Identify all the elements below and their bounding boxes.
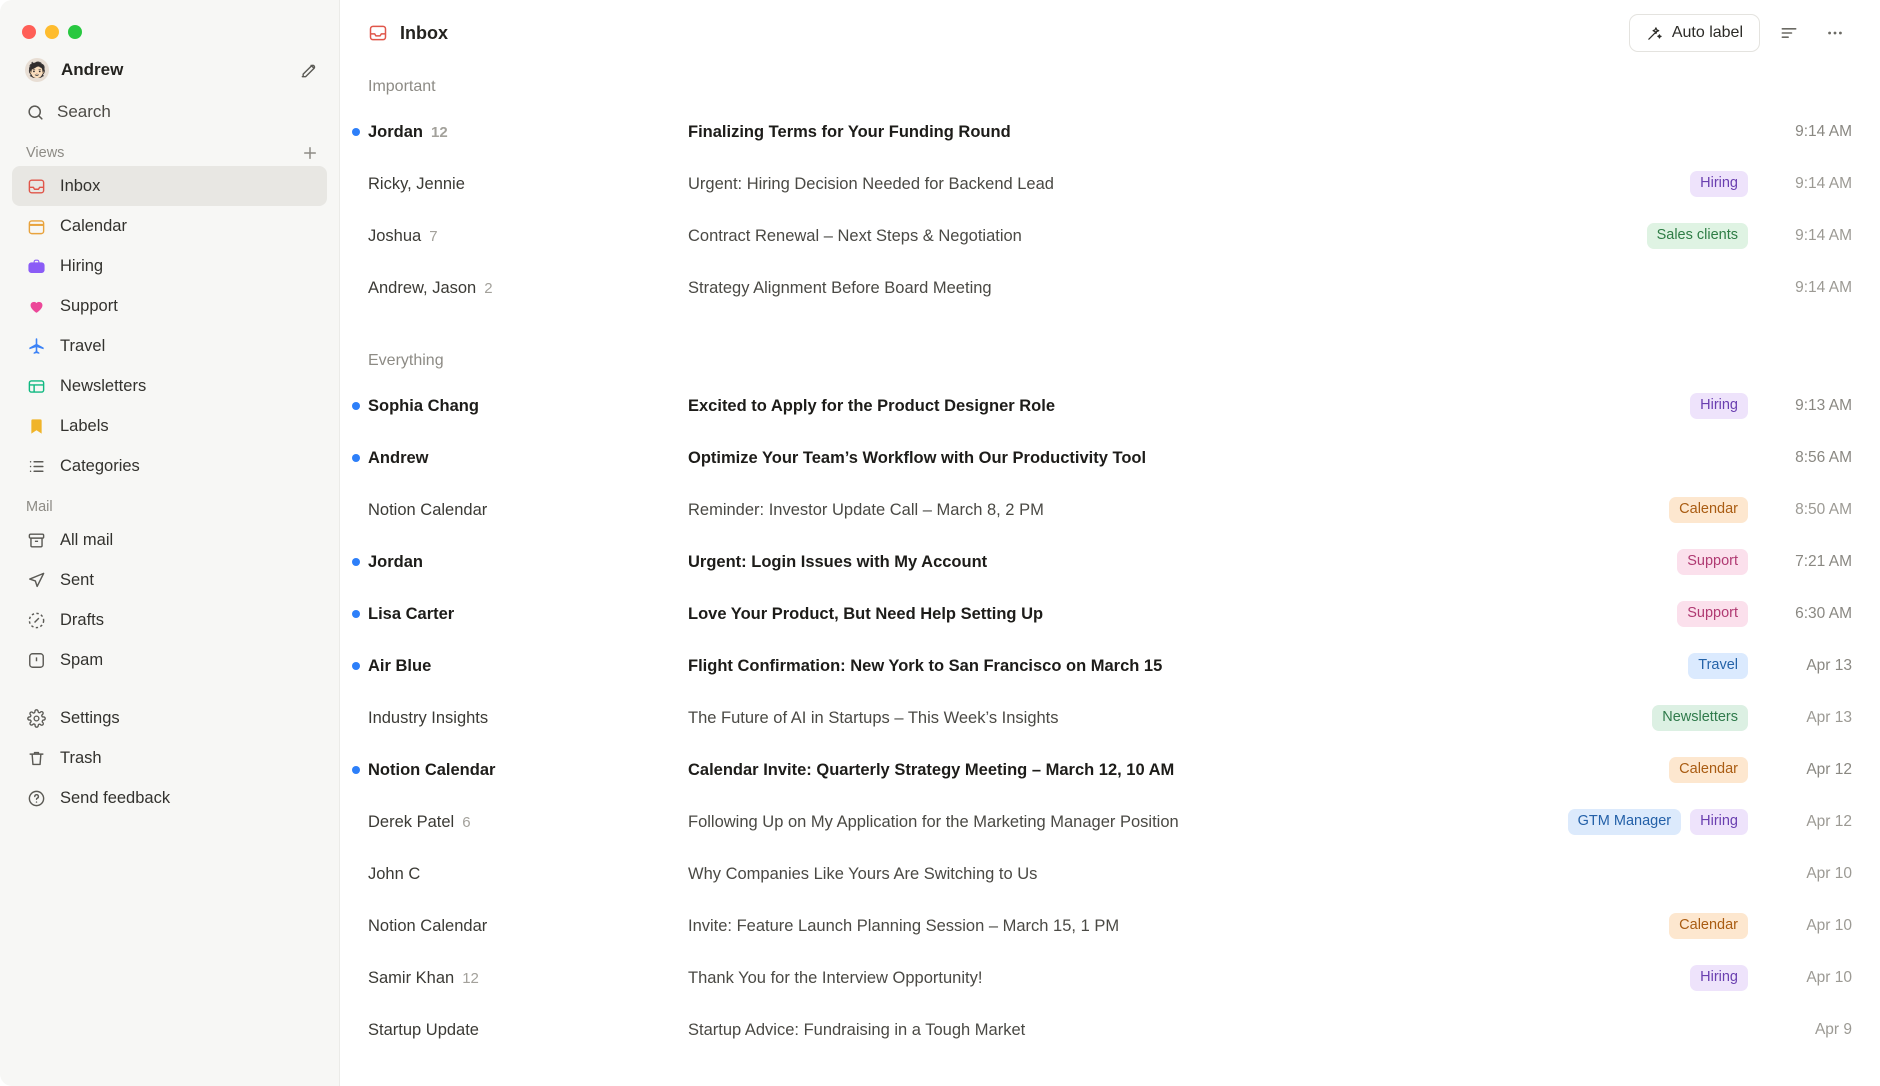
unread-indicator: [340, 610, 368, 618]
table-row[interactable]: [340, 484, 1880, 536]
sender-name: Notion Calendar: [368, 916, 488, 935]
sidebar-item-label: Newsletters: [60, 376, 147, 395]
thread-count: 7: [429, 227, 438, 245]
status-badge[interactable]: Hiring: [1690, 393, 1748, 418]
minimize-window-button[interactable]: [45, 25, 59, 39]
row-sender: [368, 501, 688, 520]
thread-count: 2: [484, 279, 493, 297]
group-spacer: [340, 314, 1880, 340]
unread-indicator: [340, 818, 368, 826]
row-tags: [1677, 549, 1748, 574]
account-name: Andrew: [61, 60, 124, 79]
row-subject: Contract Renewal – Next Steps & Negotiation: [688, 226, 1022, 245]
sender-name: Jordan: [368, 122, 424, 141]
row-subject: Flight Confirmation: New York to San Francisco on March 15: [688, 656, 1163, 675]
spam-icon: [26, 651, 46, 670]
sender-name: Jordan: [368, 552, 424, 571]
group-header-important: Important: [368, 78, 436, 95]
sidebar-item-label: Drafts: [60, 610, 105, 629]
table-row[interactable]: [340, 262, 1880, 314]
row-tags: [1568, 809, 1748, 834]
heart-icon: [26, 297, 46, 316]
close-window-button[interactable]: [22, 25, 36, 39]
archive-icon: [26, 531, 46, 550]
unread-indicator: [340, 1026, 368, 1034]
unread-indicator: [340, 922, 368, 930]
row-tags: [1690, 393, 1748, 418]
row-sender: [368, 123, 688, 142]
row-subject: Why Companies Like Yours Are Switching to Us: [688, 864, 1038, 883]
sidebar-item-label: Categories: [60, 456, 140, 475]
row-subject: Optimize Your Team’s Workflow with Our Productivity Tool: [688, 448, 1147, 467]
unread-indicator: [340, 506, 368, 514]
main-panel: [340, 0, 1880, 1086]
toolbar: [340, 0, 1880, 66]
status-badge[interactable]: Travel: [1688, 653, 1748, 678]
table-row[interactable]: [340, 588, 1880, 640]
status-badge[interactable]: Newsletters: [1652, 705, 1748, 730]
more-horizontal-icon[interactable]: [1818, 16, 1852, 50]
row-sender: [368, 1021, 688, 1040]
mail-section-title: Mail: [26, 499, 53, 515]
status-badge[interactable]: Support: [1677, 549, 1748, 574]
row-sender: [368, 865, 688, 884]
search-icon: [26, 103, 45, 122]
sidebar-item-trash[interactable]: [12, 738, 327, 778]
maximize-window-button[interactable]: [68, 25, 82, 39]
row-time: 9:14 AM: [1795, 175, 1852, 192]
sidebar-item-hiring[interactable]: [12, 246, 327, 286]
sidebar-item-label: Support: [60, 296, 118, 315]
briefcase-icon: [26, 257, 46, 276]
row-subject: Thank You for the Interview Opportunity!: [688, 968, 983, 987]
thread-count: 12: [462, 969, 479, 987]
plus-icon[interactable]: [301, 144, 319, 162]
status-badge[interactable]: Calendar: [1669, 497, 1748, 522]
sidebar-item-label: Sent: [60, 570, 94, 589]
thread-count: 6: [462, 813, 471, 831]
inbox-icon: [26, 177, 46, 196]
list-icon: [26, 457, 46, 476]
unread-indicator: [340, 558, 368, 566]
row-sender: [368, 917, 688, 936]
sender-name: Industry Insights: [368, 708, 489, 727]
status-badge[interactable]: Calendar: [1669, 913, 1748, 938]
row-sender: [368, 227, 688, 246]
avatar: 🧑🏻: [25, 58, 49, 82]
filter-lines-icon[interactable]: [1772, 16, 1806, 50]
row-subject: Strategy Alignment Before Board Meeting: [688, 278, 992, 297]
row-tags: [1690, 171, 1748, 196]
row-tags: [1688, 653, 1748, 678]
table-row[interactable]: [340, 692, 1880, 744]
search-label: Search: [57, 102, 111, 121]
sender-name: Samir Khan: [368, 968, 455, 987]
views-section-title: Views: [26, 145, 65, 161]
auto-label-text: Auto label: [1671, 24, 1743, 41]
sidebar-item-label: Spam: [60, 650, 104, 669]
row-sender: [368, 813, 688, 832]
status-badge[interactable]: Hiring: [1690, 809, 1748, 834]
sidebar-item-label: All mail: [60, 530, 114, 549]
send-icon: [26, 571, 46, 590]
status-badge[interactable]: Calendar: [1669, 757, 1748, 782]
search-input[interactable]: [0, 88, 339, 132]
views-section-header: [0, 132, 339, 166]
row-subject: Urgent: Login Issues with My Account: [688, 552, 988, 571]
row-time: Apr 9: [1814, 1021, 1852, 1038]
sender-name: Startup Update: [368, 1020, 479, 1039]
page-title: Inbox: [400, 22, 448, 43]
row-sender: [368, 449, 688, 468]
sidebar-item-all-mail[interactable]: [12, 520, 327, 560]
sender-name: Notion Calendar: [368, 760, 496, 779]
group-header-everything: Everything: [368, 352, 444, 369]
table-row[interactable]: [340, 744, 1880, 796]
sidebar: [0, 0, 340, 1086]
row-subject: Invite: Feature Launch Planning Session – March 15, 1 PM: [688, 916, 1120, 935]
row-subject: Excited to Apply for the Product Designer Role: [688, 396, 1056, 415]
sidebar-item-spam[interactable]: [12, 640, 327, 680]
sidebar-item-label: Inbox: [60, 176, 101, 195]
row-tags: [1669, 757, 1748, 782]
sender-name: Ricky, Jennie: [368, 174, 465, 193]
row-tags: [1669, 497, 1748, 522]
thread-count: 12: [431, 123, 448, 141]
status-badge[interactable]: Hiring: [1690, 171, 1748, 196]
row-subject: Finalizing Terms for Your Funding Round: [688, 122, 1011, 141]
sender-name: John C: [368, 864, 421, 883]
sender-name: Notion Calendar: [368, 500, 488, 519]
row-tags: [1669, 913, 1748, 938]
row-subject: The Future of AI in Startups – This Week’s Insights: [688, 708, 1059, 727]
status-badge[interactable]: GTM Manager: [1568, 809, 1681, 834]
mail-section-header: [0, 486, 339, 520]
inbox-icon: [368, 23, 388, 43]
table-row[interactable]: [340, 640, 1880, 692]
sidebar-item-drafts[interactable]: [12, 600, 327, 640]
row-tags: [1677, 601, 1748, 626]
magic-wand-icon: [1646, 25, 1663, 42]
sidebar-item-settings[interactable]: [12, 698, 327, 738]
row-subject: Following Up on My Application for the Marketing Manager Position: [688, 812, 1179, 831]
row-tags: [1652, 705, 1748, 730]
draft-icon: [26, 611, 46, 630]
row-time: 9:14 AM: [1795, 123, 1852, 140]
sidebar-item-categories[interactable]: [12, 446, 327, 486]
unread-indicator: [340, 180, 368, 188]
unread-indicator: [340, 232, 368, 240]
sidebar-divider: [0, 680, 339, 698]
unread-indicator: [340, 974, 368, 982]
sidebar-item-support[interactable]: [12, 286, 327, 326]
row-tags: [1690, 965, 1748, 990]
sidebar-item-label: Travel: [60, 336, 106, 355]
table-row[interactable]: [340, 796, 1880, 848]
row-subject: Urgent: Hiring Decision Needed for Backend Lead: [688, 174, 1054, 193]
row-time: Apr 10: [1806, 917, 1852, 934]
sender-name: Lisa Carter: [368, 604, 455, 623]
row-time: 7:21 AM: [1795, 553, 1852, 570]
unread-indicator: [340, 714, 368, 722]
account-row[interactable]: [0, 44, 339, 88]
unread-indicator: [340, 284, 368, 292]
status-badge[interactable]: Hiring: [1690, 965, 1748, 990]
status-badge[interactable]: Sales clients: [1647, 223, 1748, 248]
newspaper-icon: [26, 377, 46, 396]
email-list[interactable]: [340, 66, 1880, 1086]
sender-name: Andrew, Jason: [368, 278, 477, 297]
sender-name: Derek Patel: [368, 812, 455, 831]
unread-indicator: [340, 128, 368, 136]
calendar-icon: [26, 217, 46, 236]
table-row[interactable]: [340, 952, 1880, 1004]
compose-icon[interactable]: [299, 60, 319, 80]
sidebar-item-label: Calendar: [60, 216, 127, 235]
unread-indicator: [340, 402, 368, 410]
row-sender: [368, 969, 688, 988]
table-row[interactable]: [340, 1004, 1880, 1056]
unread-indicator: [340, 454, 368, 462]
window-controls: [0, 0, 339, 44]
row-time: Apr 13: [1806, 657, 1852, 674]
unread-indicator: [340, 662, 368, 670]
sidebar-item-label: Labels: [60, 416, 109, 435]
sidebar-item-label: Trash: [60, 748, 102, 767]
sidebar-item-labels[interactable]: [12, 406, 327, 446]
status-badge[interactable]: Support: [1677, 601, 1748, 626]
row-sender: [368, 553, 688, 572]
unread-indicator: [340, 766, 368, 774]
row-time: Apr 13: [1806, 709, 1852, 726]
sidebar-item-newsletters[interactable]: [12, 366, 327, 406]
row-sender: [368, 605, 688, 624]
table-row[interactable]: [340, 106, 1880, 158]
sidebar-item-label: Settings: [60, 708, 120, 727]
sender-name: Andrew: [368, 448, 429, 467]
airplane-icon: [26, 337, 46, 356]
sidebar-item-sent[interactable]: [12, 560, 327, 600]
row-subject: Reminder: Investor Update Call – March 8, 2 PM: [688, 500, 1044, 519]
auto-label-button[interactable]: [1629, 14, 1760, 52]
sidebar-item-label: Hiring: [60, 256, 104, 275]
sender-name: Joshua: [368, 226, 422, 245]
row-time: 8:50 AM: [1795, 501, 1852, 518]
table-row[interactable]: [340, 158, 1880, 210]
row-time: 9:14 AM: [1795, 227, 1852, 244]
gear-icon: [26, 709, 46, 728]
row-time: Apr 10: [1806, 865, 1852, 882]
row-time: Apr 12: [1806, 761, 1852, 778]
trash-icon: [26, 749, 46, 768]
row-time: 6:30 AM: [1795, 605, 1852, 622]
row-sender: [368, 709, 688, 728]
table-row[interactable]: [340, 848, 1880, 900]
table-row[interactable]: [340, 432, 1880, 484]
help-icon: [26, 789, 46, 808]
sender-name: Sophia Chang: [368, 396, 479, 415]
row-subject: Startup Advice: Fundraising in a Tough Market: [688, 1020, 1026, 1039]
row-time: Apr 10: [1806, 969, 1852, 986]
row-tags: [1647, 223, 1748, 248]
row-time: 9:13 AM: [1795, 397, 1852, 414]
unread-indicator: [340, 870, 368, 878]
row-sender: [368, 657, 688, 676]
row-subject: Calendar Invite: Quarterly Strategy Meeting – March 12, 10 AM: [688, 760, 1175, 779]
sidebar-item-send-feedback[interactable]: [12, 778, 327, 818]
sidebar-item-inbox[interactable]: [12, 166, 327, 206]
sidebar-item-calendar[interactable]: [12, 206, 327, 246]
sidebar-item-travel[interactable]: [12, 326, 327, 366]
row-sender: [368, 761, 688, 780]
table-row[interactable]: [340, 210, 1880, 262]
bookmark-icon: [26, 417, 46, 436]
sender-name: Air Blue: [368, 656, 432, 675]
row-sender: [368, 175, 688, 194]
row-time: 8:56 AM: [1795, 449, 1852, 466]
row-time: Apr 12: [1806, 813, 1852, 830]
table-row[interactable]: [340, 900, 1880, 952]
row-subject: Love Your Product, But Need Help Setting Up: [688, 604, 1044, 623]
table-row[interactable]: [340, 536, 1880, 588]
sidebar-item-label: Send feedback: [60, 788, 171, 807]
row-sender: [368, 279, 688, 298]
row-time: 9:14 AM: [1795, 279, 1852, 296]
row-sender: [368, 397, 688, 416]
table-row[interactable]: [340, 380, 1880, 432]
